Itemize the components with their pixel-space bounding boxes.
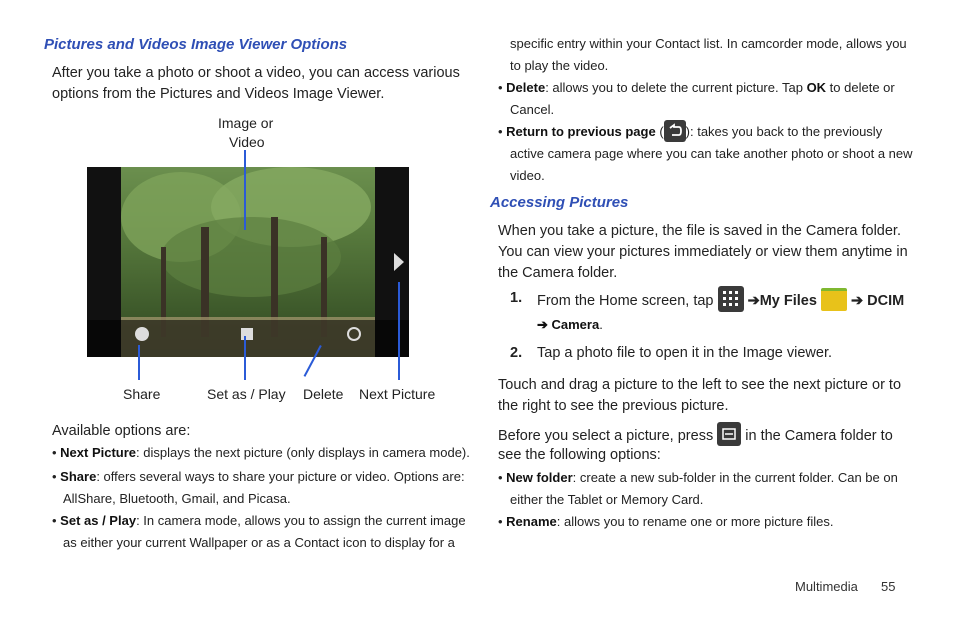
- accessing-pictures-heading: Accessing Pictures: [490, 194, 629, 211]
- desc: : displays the next picture (only displays in camera mode).: [136, 445, 470, 460]
- step1-camera: ➔ Camera: [537, 317, 600, 332]
- bullet-set-as-cont: as either your current Wallpaper or as a Contact icon to display for a: [63, 535, 455, 550]
- folder-icon: [821, 288, 847, 311]
- bullet-return-cont-1: active camera page where you can take another photo or shoot a new: [510, 146, 913, 161]
- bullet-new-folder-cont: either the Tablet or Memory Card.: [510, 492, 704, 507]
- term: New folder: [506, 470, 573, 485]
- para3-text-a: Before you select a picture, press: [498, 427, 714, 444]
- term: Delete: [506, 80, 546, 95]
- desc: : allows you to delete the current picture. Tap: [545, 80, 807, 95]
- footer-section: Multimedia: [795, 579, 858, 594]
- available-options: Available options are:: [52, 423, 191, 439]
- term: Rename: [506, 514, 557, 529]
- desc: ): takes you back to the previously: [685, 124, 883, 139]
- callout-line-image: [244, 150, 246, 230]
- step1-dcim: ➔ DCIM: [851, 292, 905, 309]
- cont-line-1: specific entry within your Contact list. In camcorder mode, allows you: [510, 36, 907, 51]
- bullet-set-as: • Set as / Play: In camera mode, allows you to assign the current image: [52, 513, 466, 528]
- bullet-delete-cont: Cancel.: [510, 102, 555, 117]
- menu-icon[interactable]: [347, 327, 361, 341]
- share-icon[interactable]: [135, 327, 149, 341]
- callout-share: Share: [123, 386, 161, 402]
- para1-line1: When you take a picture, the file is saved in the Camera folder.: [498, 223, 901, 239]
- para2-line2: the right to see the previous picture.: [498, 398, 729, 414]
- callout-line-set-as: [244, 336, 246, 380]
- step2-number: 2.: [510, 345, 523, 361]
- step1-line: [537, 288, 904, 314]
- back-icon: [664, 120, 686, 142]
- set-as-play-icon[interactable]: [241, 328, 253, 340]
- term: Return to previous page: [506, 124, 656, 139]
- callout-image-or-video-2: Video: [229, 134, 265, 150]
- para3-line2: see the following options:: [498, 447, 661, 463]
- bullet-share-cont: AllShare, Bluetooth, Gmail, and Picasa.: [63, 491, 291, 506]
- menu-key-icon: [717, 422, 741, 446]
- cont-line-2: to play the video.: [510, 58, 609, 73]
- callout-image-or-video: Image or: [218, 115, 274, 131]
- callout-set-as-play: Set as / Play: [207, 386, 286, 402]
- callout-delete: Delete: [303, 386, 344, 402]
- ok: OK: [806, 80, 827, 95]
- desc: : allows you to rename one or more picture files.: [556, 514, 834, 529]
- apps-grid-icon: [718, 286, 744, 312]
- callout-next-picture: Next Picture: [359, 386, 436, 402]
- desc-2: to delete or: [826, 80, 895, 95]
- callout-line-next: [398, 282, 400, 380]
- term: Next Picture: [60, 445, 137, 460]
- bullet-return: • Return to previous page ( ): takes you back to the previously: [498, 121, 882, 144]
- bullet-delete: • Delete: allows you to delete the current picture. Tap OK to delete or: [498, 80, 895, 95]
- intro-line-2: options from the Pictures and Videos Image Viewer.: [52, 86, 385, 102]
- intro-line-1: After you take a photo or shoot a video, you can access various: [52, 65, 460, 81]
- step2-text: Tap a photo file to open it in the Image viewer.: [537, 345, 833, 361]
- para1-line3: the Camera folder.: [498, 265, 618, 281]
- step1-text: From the Home screen, tap: [537, 292, 714, 309]
- bullet-next-picture: • Next Picture: displays the next picture (only displays in camera mode).: [52, 445, 470, 460]
- bullet-new-folder: • New folder: create a new sub-folder in the current folder. Can be on: [498, 470, 898, 485]
- bullet-share: • Share: offers several ways to share your picture or video. Options are:: [52, 469, 465, 484]
- step1-my-files: ➔My Files: [747, 292, 817, 309]
- step1-number: 1.: [510, 290, 523, 306]
- para1-line2: You can view your pictures immediately or view them anytime in: [498, 244, 908, 260]
- section-heading: Pictures and Videos Image Viewer Options: [44, 36, 348, 53]
- apps-icon: [718, 286, 744, 312]
- step1-cont: [537, 314, 603, 336]
- term: Set as / Play: [60, 513, 137, 528]
- back-arrow-icon: [664, 120, 686, 142]
- para2-line1: Touch and drag a picture to the left to see the next picture or to: [498, 377, 902, 393]
- next-picture-icon[interactable]: [394, 253, 404, 271]
- bullet-return-cont-2: video.: [510, 168, 545, 183]
- menu-lines-icon: [717, 422, 741, 446]
- image-viewer-screenshot: [87, 167, 409, 357]
- desc: : offers several ways to share your picture or video. Options are:: [96, 469, 465, 484]
- term: Share: [60, 469, 97, 484]
- desc: : create a new sub-folder in the current folder. Can be on: [572, 470, 898, 485]
- desc: : In camera mode, allows you to assign the current image: [136, 513, 466, 528]
- period: .: [599, 317, 603, 332]
- callout-line-share: [138, 345, 140, 380]
- footer-page-number: 55: [881, 579, 896, 594]
- para3-text-b: in the Camera folder to: [745, 427, 893, 444]
- bullet-rename: • Rename: allows you to rename one or more picture files.: [498, 514, 834, 529]
